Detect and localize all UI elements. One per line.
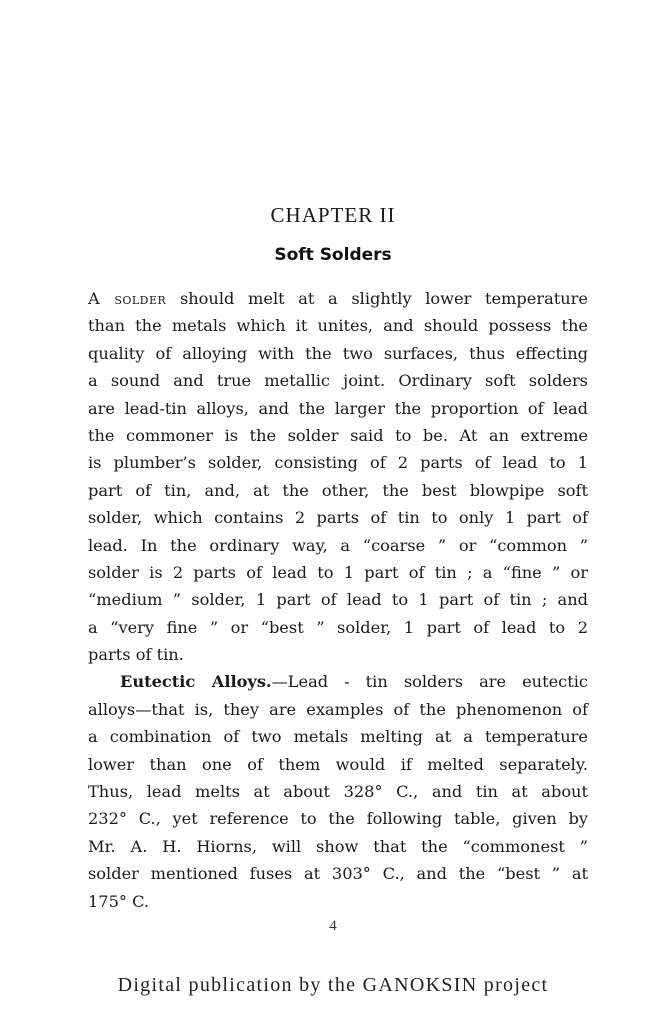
text-line: Thus, lead melts at about 328° C., and tin at about [88, 782, 588, 802]
text-line: 175° C. [88, 891, 150, 911]
text-line: part of tin, and, at the other, the best blowpipe soft [88, 480, 588, 500]
text-line: are lead-tin alloys, and the larger the proportion of lead [88, 398, 588, 418]
body-text [88, 285, 588, 915]
text-line: “medium ” solder, 1 part of lead to 1 part of tin ; and [88, 590, 588, 610]
text-line: the commoner is the solder said to be. At an extreme [88, 425, 588, 445]
section-title: Soft Solders [274, 245, 392, 265]
text-line: alloys—that is, they are examples of the phenomenon of [88, 699, 588, 719]
text-line: lower than one of them would if melted separately. [88, 754, 588, 774]
text-line: solder mentioned fuses at 303° C., and the “best ” at [88, 864, 588, 884]
text-line: parts of tin. [88, 645, 184, 665]
text-line: Mr. A. H. Hiorns, will show that the “commonest ” [88, 836, 588, 856]
text-line: 232° C., yet reference to the following table, given by [88, 809, 588, 829]
text-line: solder is 2 parts of lead to 1 part of tin ; a “fine ” or [88, 562, 588, 582]
text-line: quality of alloying with the two surfaces, thus effecting [88, 343, 588, 363]
text-line [88, 285, 588, 312]
line-text: should melt at a slightly lower temperature [166, 289, 588, 308]
text-line: is plumber’s solder, consisting of 2 parts of lead to 1 [88, 453, 588, 473]
text-line: a “very fine ” or “best ” solder, 1 part of lead to 2 [88, 617, 588, 637]
text-line [88, 668, 588, 695]
text-line: solder, which contains 2 parts of tin to only 1 part of [88, 508, 588, 528]
run-in-heading: Eutectic Alloys. [120, 672, 272, 692]
chapter-heading: CHAPTER II [270, 203, 396, 227]
line-text: —Lead - tin solders are eutectic [271, 672, 588, 692]
publication-footer: Digital publication by the GANOKSIN project [117, 974, 549, 996]
text-line: a sound and true metallic joint. Ordinary soft solders [88, 371, 588, 391]
text-line: a combination of two metals melting at a temperature [88, 727, 588, 747]
page-number: 4 [329, 918, 337, 934]
smallcaps-lead: A solder [88, 289, 167, 308]
text-line: than the metals which it unites, and should possess the [88, 316, 588, 336]
text-line: lead. In the ordinary way, a “coarse ” or “common ” [88, 535, 588, 555]
